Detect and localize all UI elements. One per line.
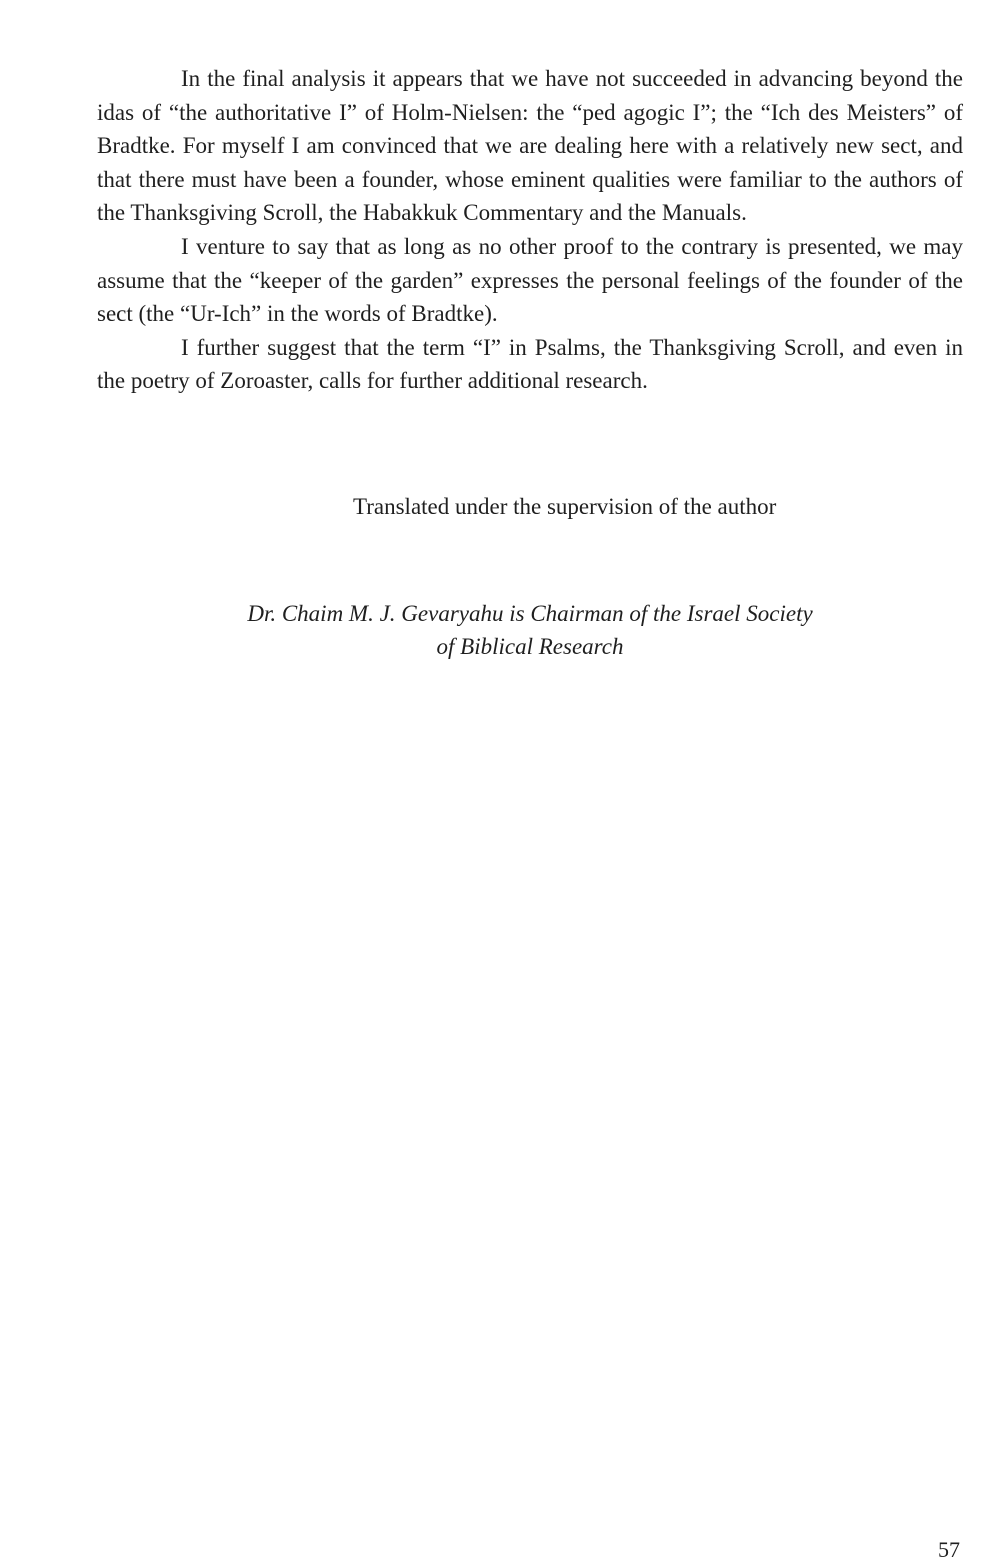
- author-bio-line-1: Dr. Chaim M. J. Gevaryahu is Chairman of the Israel Society: [247, 601, 813, 626]
- author-bio-line-2: of Biblical Research: [436, 634, 624, 659]
- translation-note: Translated under the supervision of the author: [353, 494, 777, 519]
- paragraph-keeper-of-garden: I venture to say that as long as no other proof to the contrary is presented, we may assume that the “keeper of the garden” expresses the personal feelings of the founder of the sect (the “Ur-Ich” in the words of Bradtke).: [97, 233, 963, 327]
- paragraph-further-research: I further suggest that the term “I” in Psalms, the Thanksgiving Scroll, and even in the poetry of Zoroaster, calls for further additional research.: [97, 334, 963, 394]
- paragraph-final-analysis: In the final analysis it appears that we have not succeeded in advancing beyond the idas of “the authoritative I” of Holm-Nielsen: the “ped agogic I”; the “Ich des Meisters” of Bradtke. For myself I am convinced that we are dealing here with a relatively new sect, and that there must have been a founder, whose eminent qualities were familiar to the authors of the Thanksgiving Scroll, the Habakkuk Commentary and the Manuals.: [97, 66, 963, 226]
- article-body: [97, 62, 963, 398]
- author-bio: [160, 597, 900, 663]
- page-number: 57: [938, 1537, 960, 1562]
